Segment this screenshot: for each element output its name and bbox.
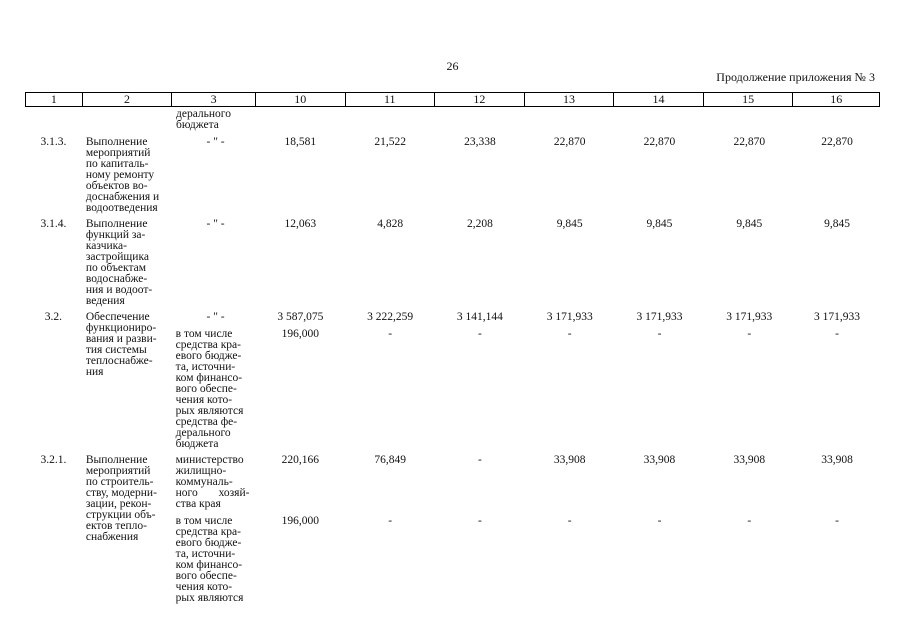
sub-row [25, 516, 880, 604]
sub-row [25, 329, 880, 450]
value-col-16: 33,908 [821, 454, 853, 466]
value-col-16: 22,870 [821, 136, 853, 148]
source-word: ного [175, 487, 198, 499]
table-row [25, 137, 880, 219]
source-line: министерство [175, 454, 244, 466]
value-col-13: 9,845 [556, 218, 583, 230]
sub-value-col-15: - [747, 328, 752, 340]
row-description: Выполнение функций за- казчика- застройщика по объектам водоснабже- ния и водоот- ведения [85, 218, 153, 307]
value-col-15: 33,908 [733, 454, 766, 466]
value-col-13: 33,908 [553, 454, 586, 466]
sub-value-col-10: 196,000 [281, 515, 320, 527]
value-col-16: 3 171,933 [814, 311, 861, 323]
sub-value-col-13: - [567, 515, 572, 527]
row-source: - " - [206, 311, 225, 323]
sub-value-col-11: - [388, 515, 393, 527]
sub-value-col-12: - [478, 515, 482, 527]
header-col-14: 14 [614, 93, 704, 106]
value-col-10: 3 587,075 [277, 311, 324, 323]
row-number: 3.1.3. [40, 136, 67, 148]
table-header [25, 92, 880, 107]
source-line: ства края [175, 498, 221, 510]
sub-value-col-16: - [835, 328, 839, 340]
header-col-11: 11 [346, 93, 436, 106]
carry-over-row [25, 109, 880, 133]
value-col-15: 3 171,933 [726, 311, 773, 323]
value-col-10: 220,166 [281, 454, 320, 466]
value-col-14: 33,908 [643, 454, 676, 466]
value-col-13: 22,870 [553, 136, 586, 148]
table-body [25, 109, 880, 604]
row-source [172, 455, 256, 510]
value-col-11: 21,522 [374, 136, 406, 148]
header-col-16: 16 [830, 92, 843, 106]
table-row: 3.2. Обеспечение функциониро- вания и разви- тия системы теплоснабже- ния - " - 3 587,075 3 222,259 3 141,144 3 171,933 3 171,933 3 171,933 3 171,933 в том числе средства кра- евого бюдже- та, источни- ком финансо- вого обеспе- чения кото- рых являются средства фе- дерального бюджета 196,000 - - - - - - [25, 312, 880, 455]
row-number: 3.2.1. [40, 454, 67, 466]
value-col-14: 22,870 [643, 136, 676, 148]
table-row: 3.2.1. Выполнение мероприятий по строитель- ству, модерни- зации, рекон- струкции объ- ектов тепло- снабжения министерство жилищно- коммуналь- ного хозяй- ства края 220,166 76,849 - 33,908 33,908 33,908 33,908 в том числе средства кра- евого бюдже- та, источни- ком финансо- вого обеспе- чения кото- рых являются 196,000 - - - - - - [25, 455, 880, 604]
row-number: 3.2. [44, 311, 63, 323]
sub-value-col-11: - [388, 328, 393, 340]
sub-value-col-14: - [657, 328, 662, 340]
row-description: Выполнение мероприятий по капиталь- ному ремонту объектов во- доснабжения и водоотведения [85, 136, 160, 214]
value-col-14: 3 171,933 [636, 311, 683, 323]
value-col-15: 9,845 [736, 218, 763, 230]
header-col-15: 15 [704, 93, 794, 106]
header-col-1: 1 [26, 93, 83, 106]
value-col-12: 3 141,144 [456, 311, 503, 323]
value-col-10: 18,581 [284, 136, 317, 148]
header-col-10: 10 [256, 93, 346, 106]
header-col-3: 3 [172, 93, 256, 106]
value-col-12: 23,338 [464, 136, 496, 148]
page-number: 26 [446, 59, 459, 73]
sub-row-source: в том числе средства кра- евого бюдже- та, источни- ком финансо- вого обеспе- чения кото- рых являются [175, 515, 244, 604]
header-col-12: 12 [435, 93, 525, 106]
row-source: - " - [206, 218, 225, 230]
table-row [25, 219, 880, 312]
sub-value-col-10: 196,000 [281, 328, 320, 340]
header-col-2: 2 [83, 93, 173, 106]
value-col-11: 76,849 [374, 454, 406, 466]
sub-value-col-13: - [567, 328, 572, 340]
value-col-13: 3 171,933 [546, 311, 593, 323]
source-line: коммуналь- [175, 476, 233, 488]
header-col-13: 13 [525, 93, 615, 106]
sub-value-col-15: - [747, 515, 752, 527]
value-col-11: 4,828 [377, 218, 404, 230]
sub-value-col-12: - [478, 328, 482, 340]
value-col-11: 3 222,259 [367, 311, 414, 323]
value-col-15: 22,870 [733, 136, 766, 148]
value-col-12: 2,208 [466, 218, 493, 230]
source-line: жилищно- [175, 465, 227, 477]
sub-value-col-16: - [835, 515, 839, 527]
row-source: - " - [206, 136, 225, 148]
value-col-14: 9,845 [646, 218, 673, 230]
value-col-10: 12,063 [284, 218, 317, 230]
value-col-16: 9,845 [824, 218, 850, 230]
source-word: хозяй- [218, 487, 250, 499]
row-number: 3.1.4. [40, 218, 67, 230]
sub-row-source: в том числе средства кра- евого бюдже- та, источни- ком финансо- вого обеспе- чения кото- рых являются средства фе- дерального бюджета [175, 328, 244, 450]
carry-over-source: дерального бюджета [176, 108, 231, 131]
sub-value-col-14: - [657, 515, 662, 527]
continuation-note: Продолжение приложения № 3 [716, 70, 875, 84]
value-col-12: - [478, 454, 482, 466]
